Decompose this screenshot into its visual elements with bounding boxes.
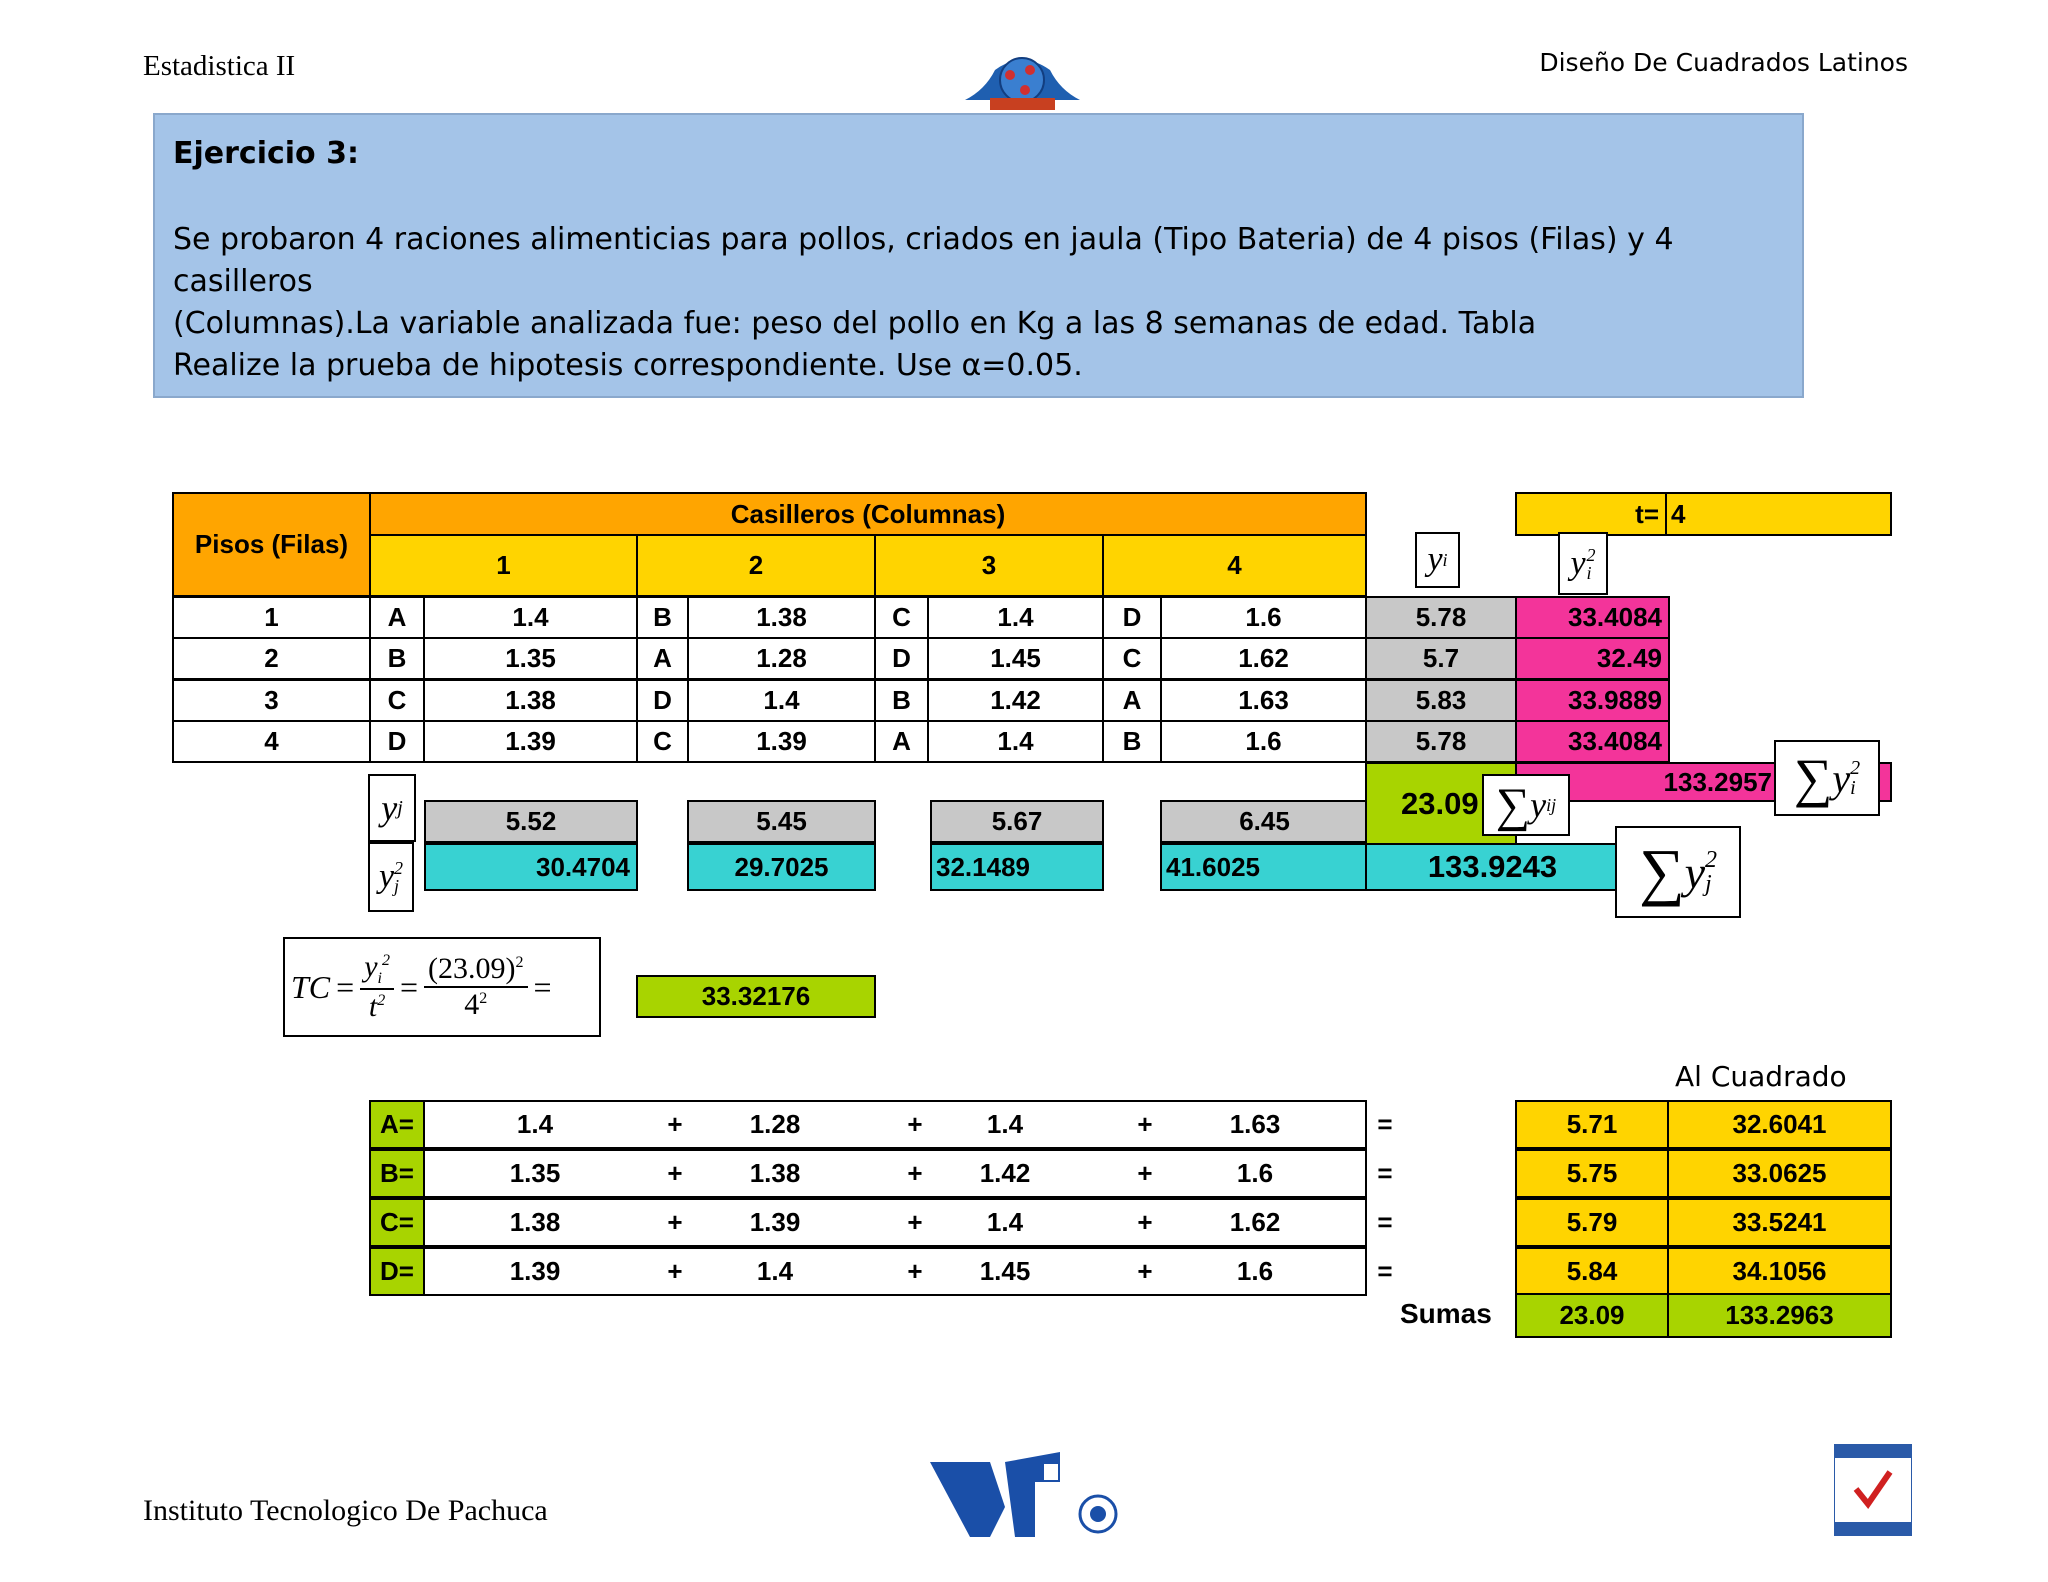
treatment-letter: C xyxy=(1102,637,1162,680)
treatment-letter: A xyxy=(369,596,425,639)
yj-value: 5.52 xyxy=(424,800,638,843)
yi2-symbol: y 2 i xyxy=(1558,532,1608,595)
row-number: 1 xyxy=(172,596,371,639)
weight-value: 1.42 xyxy=(927,679,1104,722)
weight-value: 1.39 xyxy=(687,720,876,763)
plus-sign: + xyxy=(907,1256,923,1286)
treatment-sum: 5.75 xyxy=(1515,1149,1669,1198)
weight-value: 1.62 xyxy=(1160,637,1367,680)
weight-value: 1.4 xyxy=(423,596,638,639)
treatment-letter: C xyxy=(874,596,929,639)
col-header-1: 1 xyxy=(369,534,638,597)
columns-group-header: Casilleros (Columnas) xyxy=(369,492,1367,536)
tec-logo-icon xyxy=(930,1452,1125,1538)
col-header-2: 2 xyxy=(636,534,876,597)
sum-yj2: 133.9243 xyxy=(1365,843,1620,891)
rows-header: Pisos (Filas) xyxy=(172,492,371,597)
sgc-certification-icon xyxy=(1834,1444,1912,1536)
sums-label: Sumas xyxy=(1400,1298,1492,1329)
plus-sign: + xyxy=(667,1109,683,1139)
plus-sign: + xyxy=(907,1158,923,1188)
yi2-value: 33.4084 xyxy=(1515,596,1670,639)
sum-total: 23.09 xyxy=(1515,1293,1669,1338)
treatment-value: 1.39 xyxy=(509,1256,561,1286)
yi-value: 5.78 xyxy=(1365,720,1517,763)
treatment-value: 1.39 xyxy=(749,1207,801,1237)
yj-value: 6.45 xyxy=(1160,800,1369,843)
weight-value: 1.45 xyxy=(927,637,1104,680)
institute-logo-icon xyxy=(965,50,1080,112)
treatment-letter: D xyxy=(369,720,425,763)
sum-yi2: 133.2957 xyxy=(1515,762,1892,802)
plus-sign: + xyxy=(1137,1158,1153,1188)
yj2-value: 29.7025 xyxy=(687,843,876,891)
weight-value: 1.4 xyxy=(687,679,876,722)
treatment-value: 1.38 xyxy=(509,1207,561,1237)
weight-value: 1.38 xyxy=(423,679,638,722)
weight-value: 1.63 xyxy=(1160,679,1367,722)
plus-sign: + xyxy=(1137,1207,1153,1237)
treatment-label: C= xyxy=(369,1198,425,1247)
yi2-value: 32.49 xyxy=(1515,637,1670,680)
treatment-sum: 5.79 xyxy=(1515,1198,1669,1247)
treatment-sum: 5.84 xyxy=(1515,1247,1669,1296)
grand-total: 23.09 xyxy=(1365,762,1517,845)
yj-symbol: y j xyxy=(368,774,416,842)
equals-sign: = xyxy=(1377,1109,1393,1139)
treatment-value: 1.35 xyxy=(509,1158,561,1188)
yi-value: 5.7 xyxy=(1365,637,1517,680)
yi2-value: 33.9889 xyxy=(1515,679,1670,722)
treatment-letter: B xyxy=(369,637,425,680)
treatment-square: 32.6041 xyxy=(1667,1100,1892,1149)
treatment-letter: A xyxy=(636,637,689,680)
row-number: 4 xyxy=(172,720,371,763)
plus-sign: + xyxy=(667,1256,683,1286)
treatment-letter: B xyxy=(636,596,689,639)
treatment-value: 1.45 xyxy=(979,1256,1031,1286)
t-value: 4 xyxy=(1665,492,1892,536)
tc-numerator: (23.09) xyxy=(428,952,516,985)
course-title: Estadistica II xyxy=(143,50,296,82)
equals-sign: = xyxy=(1377,1256,1393,1286)
problem-line-2: (Columnas).La variable analizada fue: peso del pollo en Kg a las 8 semanas de edad. Tabla xyxy=(173,306,1537,341)
yi2-value: 33.4084 xyxy=(1515,720,1670,763)
treatment-letter: D xyxy=(1102,596,1162,639)
treatment-value: 1.38 xyxy=(749,1158,801,1188)
yj-value: 5.45 xyxy=(687,800,876,843)
plus-sign: + xyxy=(667,1158,683,1188)
weight-value: 1.35 xyxy=(423,637,638,680)
problem-title: Ejercicio 3: xyxy=(173,136,359,171)
weight-value: 1.28 xyxy=(687,637,876,680)
treatment-value: 1.4 xyxy=(756,1256,794,1286)
plus-sign: + xyxy=(907,1109,923,1139)
weight-value: 1.4 xyxy=(927,596,1104,639)
weight-value: 1.38 xyxy=(687,596,876,639)
treatment-value: 1.4 xyxy=(516,1109,554,1139)
treatment-letter: C xyxy=(369,679,425,722)
row-number: 3 xyxy=(172,679,371,722)
treatment-letter: B xyxy=(1102,720,1162,763)
sq-total: 133.2963 xyxy=(1667,1293,1892,1338)
yi-symbol: y i xyxy=(1415,532,1460,588)
squared-header: Al Cuadrado xyxy=(1675,1060,1847,1093)
treatment-value: 1.6 xyxy=(1236,1256,1274,1286)
treatment-label: D= xyxy=(369,1247,425,1296)
treatment-label: B= xyxy=(369,1149,425,1198)
yj-value: 5.67 xyxy=(930,800,1104,843)
treatment-letter: A xyxy=(874,720,929,763)
treatment-value: 1.6 xyxy=(1236,1158,1274,1188)
treatment-letter: D xyxy=(874,637,929,680)
topic-title: Diseño De Cuadrados Latinos xyxy=(1539,48,1908,77)
col-header-4: 4 xyxy=(1102,534,1367,597)
yj2-value: 32.1489 xyxy=(930,843,1104,891)
treatment-value: 1.4 xyxy=(986,1109,1024,1139)
weight-value: 1.4 xyxy=(927,720,1104,763)
treatment-square: 33.0625 xyxy=(1667,1149,1892,1198)
tc-formula: TC = $\frac{y_i^2}{t^2}$ = $\frac{(23.09)^2}{4^2}$ = xyxy=(283,937,601,1037)
sum-yij-symbol: ∑ y ij xyxy=(1482,774,1570,836)
sum-yi2-symbol: ∑ y 2 i xyxy=(1774,740,1880,816)
sum-yj2-symbol: ∑ y 2 j xyxy=(1615,826,1741,918)
treatment-value: 1.42 xyxy=(979,1158,1031,1188)
plus-sign: + xyxy=(907,1207,923,1237)
treatment-letter: D xyxy=(636,679,689,722)
treatment-value: 1.4 xyxy=(986,1207,1024,1237)
equals-sign: = xyxy=(1377,1158,1393,1188)
problem-line-3: Realize la prueba de hipotesis correspondiente. Use α=0.05. xyxy=(173,348,1083,383)
yj2-value: 30.4704 xyxy=(424,843,638,891)
weight-value: 1.39 xyxy=(423,720,638,763)
row-number: 2 xyxy=(172,637,371,680)
weight-value: 1.6 xyxy=(1160,596,1367,639)
plus-sign: + xyxy=(667,1207,683,1237)
treatment-value: 1.62 xyxy=(1229,1207,1281,1237)
yj2-symbol: y 2 j xyxy=(368,842,414,912)
treatment-letter: C xyxy=(636,720,689,763)
equals-sign: = xyxy=(1377,1207,1393,1237)
tc-result: 33.32176 xyxy=(636,975,876,1018)
treatment-letter: A xyxy=(1102,679,1162,722)
yi-value: 5.83 xyxy=(1365,679,1517,722)
treatment-label: A= xyxy=(369,1100,425,1149)
treatment-sum: 5.71 xyxy=(1515,1100,1669,1149)
col-header-3: 3 xyxy=(874,534,1104,597)
treatment-value: 1.28 xyxy=(749,1109,801,1139)
treatment-letter: B xyxy=(874,679,929,722)
problem-line-1: Se probaron 4 raciones alimenticias para pollos, criados en jaula (Tipo Bateria) de 4 pisos (Filas) y 4 casilleros xyxy=(173,222,1674,299)
treatment-square: 33.5241 xyxy=(1667,1198,1892,1247)
footer-institution: Instituto Tecnologico De Pachuca xyxy=(143,1494,548,1527)
treatment-square: 34.1056 xyxy=(1667,1247,1892,1296)
plus-sign: + xyxy=(1137,1109,1153,1139)
weight-value: 1.6 xyxy=(1160,720,1367,763)
treatment-value: 1.63 xyxy=(1229,1109,1281,1139)
problem-box xyxy=(153,113,1804,398)
tc-denominator: 4 xyxy=(464,988,480,1021)
yi-value: 5.78 xyxy=(1365,596,1517,639)
t-label: t= xyxy=(1515,492,1667,536)
yj2-value: 41.6025 xyxy=(1160,843,1369,891)
plus-sign: + xyxy=(1137,1256,1153,1286)
